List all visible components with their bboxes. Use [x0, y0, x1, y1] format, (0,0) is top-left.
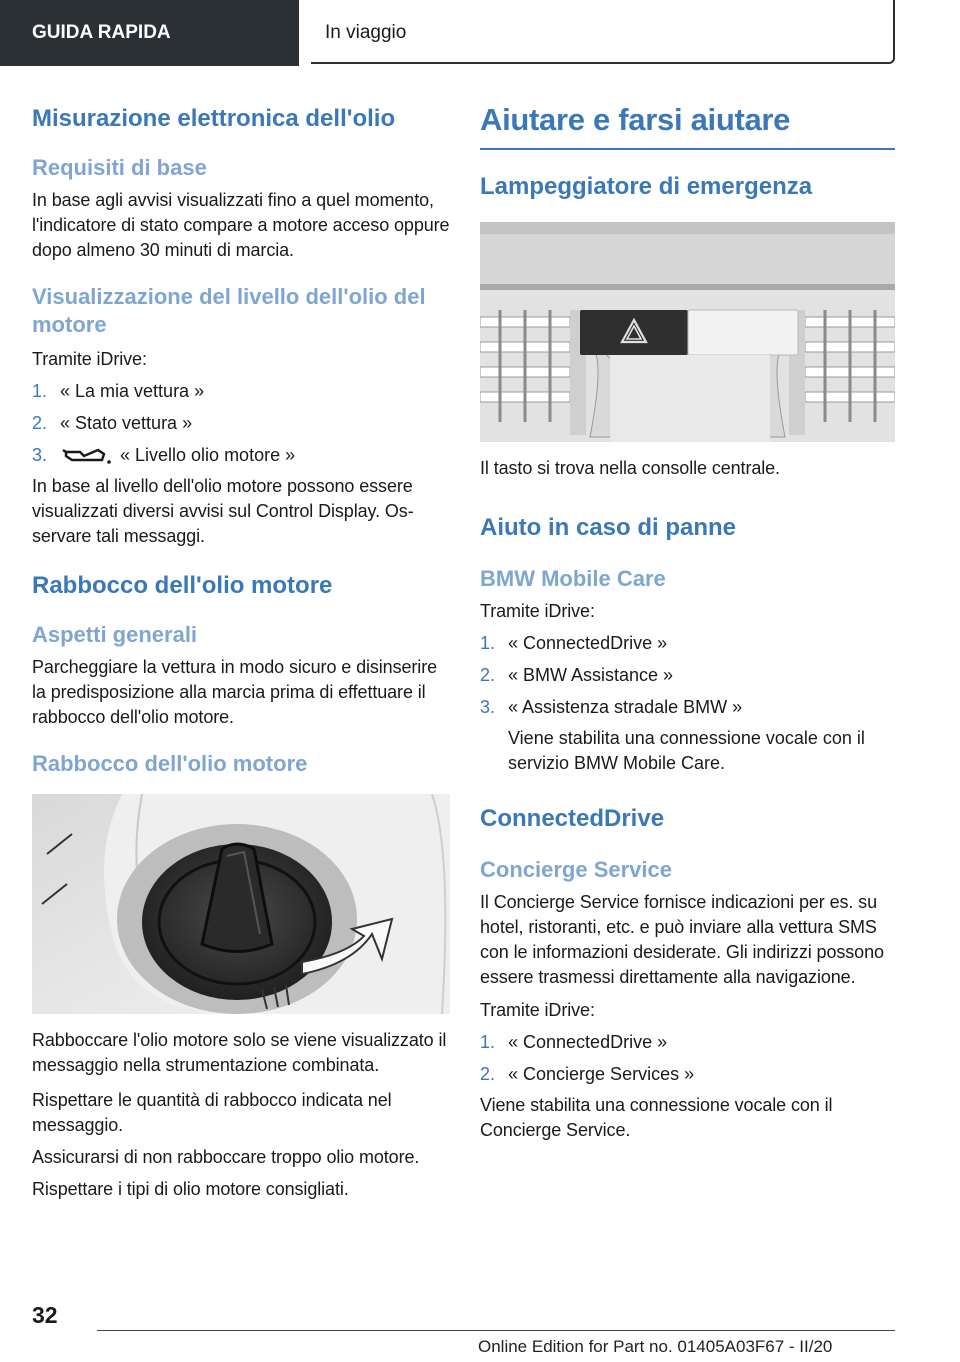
oil-can-icon — [62, 446, 114, 466]
list-item: 2. « Stato vettura » — [32, 411, 450, 436]
oil-level-heading: Visualizzazione del livello dell'olio del motore — [32, 284, 426, 337]
mobile-care-intro: Tramite iDrive: — [480, 601, 595, 621]
concierge-heading: Concierge Service — [480, 857, 672, 882]
edition-text: Online Edition for Part no. 01405A03F67 - II/20 — [478, 1337, 833, 1356]
step-number: 1. — [480, 1032, 496, 1052]
general-heading: Aspetti generali — [32, 622, 198, 647]
refill-text-2: Rispettare le quantità di rabbocco indicata nel messaggio. — [32, 1090, 392, 1135]
connecteddrive-title: ConnectedDrive — [480, 805, 665, 832]
refill-text-4: Rispettare i tipi di olio motore consigliati. — [32, 1179, 349, 1199]
footer-divider — [97, 1330, 895, 1331]
requirements-heading: Requisiti di base — [32, 155, 207, 180]
hazard-caption: Il tasto si trova nella consolle centrale. — [480, 458, 780, 478]
mobile-care-heading: BMW Mobile Care — [480, 566, 666, 591]
refill-text-1: Rabboccare l'olio motore solo se viene visualizzato il messaggio nella strumentazione combinata. — [32, 1030, 447, 1075]
list-item: 3. « Assistenza stradale BMW » — [480, 695, 895, 720]
concierge-steps — [480, 1030, 895, 1087]
concierge-intro: Tramite iDrive: — [480, 1000, 595, 1020]
hazard-button-image — [480, 222, 895, 442]
chapter-tab[interactable]: In viaggio — [311, 0, 895, 64]
refill-heading: Rabbocco dell'olio motore — [32, 751, 308, 776]
breakdown-title: Aiuto in caso di panne — [480, 514, 737, 541]
mobile-care-steps — [480, 631, 895, 720]
page-header — [0, 0, 960, 66]
mobile-care-sub: Viene stabilita una connessione vocale con il servizio BMW Mobile Care. — [508, 728, 865, 773]
list-item: 3. « Livello olio motore » — [32, 443, 450, 468]
requirements-text: In base agli avvisi visualizzati fino a quel momento, l'indicatore di stato compare a motore acceso oppure dopo almeno 30 minuti di marcia. — [32, 190, 450, 260]
refill-title: Rabbocco dell'olio motore — [32, 572, 333, 599]
oil-measurement-title: Misurazione elettronica dell'olio — [32, 105, 396, 132]
concierge-end: Viene stabilita una connessione vocale con il Concierge Service. — [480, 1095, 833, 1140]
list-item: 2. « BMW Assistance » — [480, 663, 895, 688]
refill-text-3: Assicurarsi di non rabboccare troppo olio motore. — [32, 1147, 420, 1167]
oil-level-steps — [32, 379, 450, 468]
step-number: 3. — [480, 697, 496, 717]
step-number: 2. — [480, 665, 496, 685]
step-number: 3. — [32, 445, 48, 465]
concierge-text: Il Concierge Service fornisce indicazioni per es. su hotel, ristoranti, etc. e può inviare alla vettura SMS con le informazioni desiderate. Gli indirizzi possono essere trasmessi direttamente alla navigazione. — [480, 892, 884, 987]
section-tab[interactable]: GUIDA RAPIDA — [0, 0, 299, 66]
general-text: Parcheggiare la vettura in modo sicuro e disinserire la predisposizione alla marcia prima di effettuare il rabbocco dell'olio motore. — [32, 657, 438, 727]
oil-filler-cap-image — [32, 794, 450, 1014]
right-column — [480, 96, 895, 1143]
list-item: 1. « ConnectedDrive » — [480, 631, 895, 656]
oil-level-text: In base al livello dell'olio motore possono essere visualizzati diversi avvisi sul Control Display. Osservare tali messaggi. — [32, 476, 414, 546]
hazard-title: Lampeggiatore di emergenza — [480, 173, 813, 200]
step-number: 1. — [480, 633, 496, 653]
page-number: 32 — [32, 1302, 58, 1328]
step-number: 2. — [32, 413, 48, 433]
left-column — [32, 96, 450, 1202]
help-title: Aiutare e farsi aiutare — [480, 102, 895, 150]
list-item: 1. « ConnectedDrive » — [480, 1030, 895, 1055]
list-item: 2. « Concierge Services » — [480, 1062, 895, 1087]
step-number: 1. — [32, 381, 48, 401]
oil-level-intro: Tramite iDrive: — [32, 349, 147, 369]
list-item: 1. « La mia vettura » — [32, 379, 450, 404]
step-number: 2. — [480, 1064, 496, 1084]
